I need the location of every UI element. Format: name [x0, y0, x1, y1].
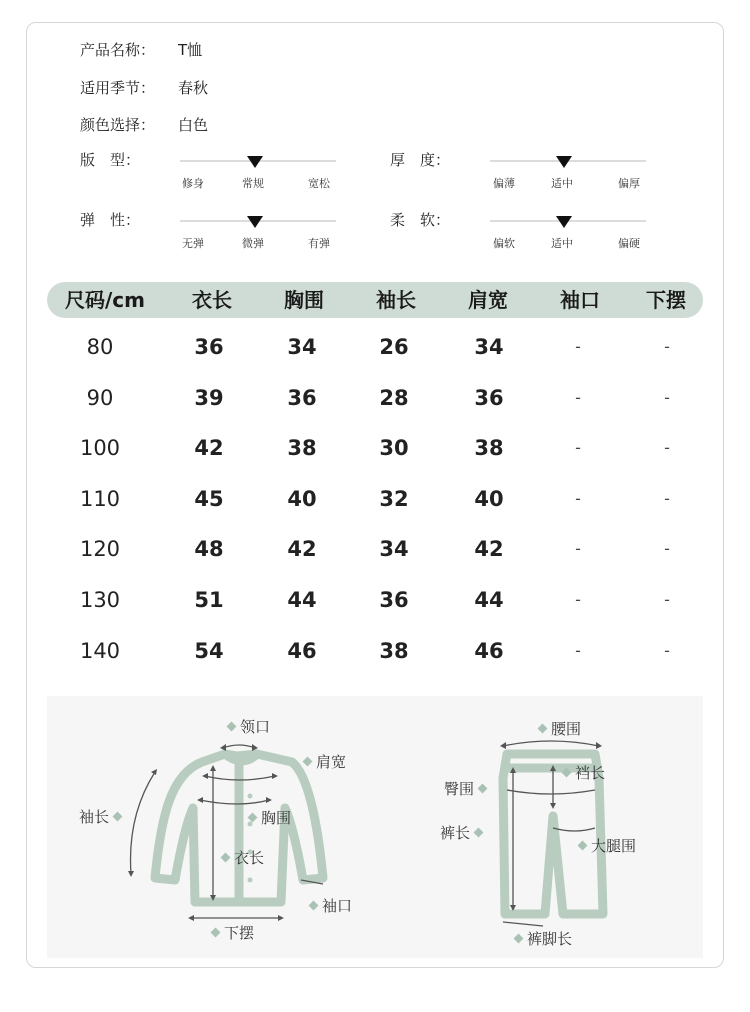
label-sleeve-length: 袖长	[79, 808, 126, 826]
thickness-slider	[390, 150, 650, 196]
measure-cell: -	[575, 438, 581, 457]
season-label: 适用季节：	[80, 79, 156, 97]
measure-cell: 28	[379, 386, 409, 410]
diamond-icon	[309, 901, 319, 911]
diamond-icon	[113, 812, 123, 822]
size-cell: 80	[86, 335, 114, 359]
product-name-row	[80, 40, 202, 60]
softness-marker-icon	[556, 216, 572, 228]
size-cell: 120	[79, 537, 121, 561]
measure-cell: 42	[474, 537, 504, 561]
season-row	[80, 78, 208, 98]
measure-cell: 38	[379, 639, 409, 663]
thickness-tick-2: 适中	[551, 177, 573, 190]
diamond-icon	[562, 768, 572, 778]
measure-cell: 42	[287, 537, 317, 561]
diamond-icon	[227, 722, 237, 732]
measure-cell: -	[664, 641, 670, 660]
col-header-hem: 下摆	[646, 288, 686, 312]
measure-cell: -	[664, 337, 670, 356]
measure-cell: -	[575, 641, 581, 660]
color-label: 颜色选择：	[80, 116, 156, 134]
measure-cell: 34	[474, 335, 504, 359]
label-thigh: 大腿围	[574, 837, 636, 855]
measure-cell: 38	[474, 436, 504, 460]
elasticity-label: 弹 性：	[80, 211, 141, 229]
label-collar: 领口	[223, 718, 270, 736]
softness-slider	[390, 210, 650, 256]
measure-cell: 34	[379, 537, 409, 561]
label-leg-opening: 裤脚长	[510, 930, 572, 948]
measure-cell: 46	[474, 639, 504, 663]
size-cell: 110	[79, 487, 121, 511]
diamond-icon	[303, 757, 313, 767]
elasticity-tick-2: 微弹	[242, 237, 264, 250]
col-header-size: 尺码/cm	[65, 288, 145, 312]
fit-tick-2: 常规	[242, 177, 264, 190]
measure-cell: 54	[194, 639, 224, 663]
measure-cell: -	[664, 388, 670, 407]
measurement-diagram	[47, 696, 703, 958]
fit-label: 版 型：	[80, 151, 141, 169]
label-shoulder: 肩宽	[299, 753, 346, 771]
softness-tick-1: 偏软	[493, 237, 515, 250]
jacket-icon	[155, 754, 323, 902]
diamond-icon	[221, 853, 231, 863]
size-cell: 90	[86, 386, 114, 410]
measure-cell: 48	[194, 537, 224, 561]
label-rise: 裆长	[558, 764, 605, 782]
diamond-icon	[538, 724, 548, 734]
label-chest: 胸围	[244, 809, 291, 827]
measure-cell: 46	[287, 639, 317, 663]
measure-cell: 36	[379, 588, 409, 612]
diamond-icon	[578, 841, 588, 851]
product-name-value: T恤	[178, 41, 203, 59]
size-table-header	[47, 282, 703, 318]
col-header-length: 衣长	[192, 288, 232, 312]
thickness-tick-3: 偏厚	[618, 177, 640, 190]
measure-cell: -	[575, 337, 581, 356]
measure-cell: 36	[287, 386, 317, 410]
size-cell: 130	[79, 588, 121, 612]
col-header-shoulder: 肩宽	[468, 288, 508, 312]
measure-cell: 44	[287, 588, 317, 612]
measure-cell: 39	[194, 386, 224, 410]
size-cell: 140	[79, 639, 121, 663]
thickness-marker-icon	[556, 156, 572, 168]
fit-tick-1: 修身	[182, 177, 204, 190]
softness-tick-2: 适中	[551, 237, 573, 250]
measure-cell: 30	[379, 436, 409, 460]
color-value: 白色	[178, 116, 209, 134]
label-length: 衣长	[217, 849, 264, 867]
col-header-cuff: 袖口	[560, 288, 600, 312]
elasticity-slider	[80, 210, 340, 256]
label-hem: 下摆	[207, 924, 254, 942]
col-header-sleeve: 袖长	[376, 288, 416, 312]
measure-cell: -	[575, 590, 581, 609]
elasticity-tick-3: 有弹	[308, 237, 330, 250]
color-row	[80, 115, 208, 135]
measure-cell: 44	[474, 588, 504, 612]
elasticity-tick-1: 无弹	[182, 237, 204, 250]
fit-slider	[80, 150, 340, 196]
measure-cell: 45	[194, 487, 224, 511]
measure-cell: 40	[474, 487, 504, 511]
measure-cell: 36	[474, 386, 504, 410]
diamond-icon	[211, 928, 221, 938]
softness-label: 柔 软：	[390, 211, 451, 229]
product-name-label: 产品名称：	[80, 41, 156, 59]
measure-cell: -	[575, 489, 581, 508]
measure-cell: -	[664, 489, 670, 508]
fit-tick-3: 宽松	[308, 177, 330, 190]
diamond-icon	[248, 813, 258, 823]
label-waist: 腰围	[534, 720, 581, 738]
measure-cell: -	[575, 388, 581, 407]
measure-cell: 42	[194, 436, 224, 460]
fit-marker-icon	[247, 156, 263, 168]
measure-cell: -	[664, 539, 670, 558]
measure-cell: -	[664, 590, 670, 609]
measure-cell: 32	[379, 487, 409, 511]
measure-cell: -	[664, 438, 670, 457]
col-header-chest: 胸围	[284, 288, 324, 312]
label-hip: 臀围	[444, 780, 491, 798]
season-value: 春秋	[178, 79, 209, 97]
thickness-label: 厚 度：	[390, 151, 451, 169]
measure-cell: 40	[287, 487, 317, 511]
measure-cell: 51	[194, 588, 224, 612]
diamond-icon	[514, 934, 524, 944]
measure-cell: 38	[287, 436, 317, 460]
diamond-icon	[474, 828, 484, 838]
measure-cell: 26	[379, 335, 409, 359]
size-cell: 100	[79, 436, 121, 460]
elasticity-marker-icon	[247, 216, 263, 228]
diamond-icon	[478, 784, 488, 794]
measure-cell: -	[575, 539, 581, 558]
measure-cell: 34	[287, 335, 317, 359]
label-cuff: 袖口	[305, 897, 352, 915]
label-pant-length: 裤长	[440, 824, 487, 842]
measure-cell: 36	[194, 335, 224, 359]
thickness-tick-1: 偏薄	[493, 177, 515, 190]
garment-illustration	[47, 696, 703, 958]
softness-tick-3: 偏硬	[618, 237, 640, 250]
